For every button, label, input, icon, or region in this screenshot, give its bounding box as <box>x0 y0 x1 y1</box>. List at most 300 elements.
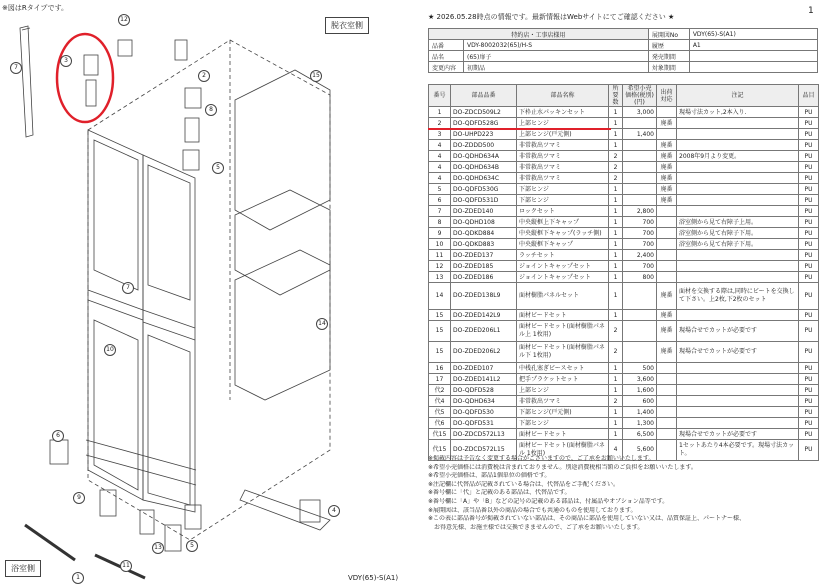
callout-12: 12 <box>118 14 130 26</box>
table-cell: 5 <box>429 184 451 195</box>
table-cell: 3,600 <box>623 374 657 385</box>
col-header: 部品品番 <box>451 85 517 107</box>
table-cell: DO-QDHD634C <box>451 173 517 184</box>
table-cell <box>623 162 657 173</box>
table-row <box>429 385 819 396</box>
product-info-table <box>428 28 818 73</box>
table-row <box>429 374 819 385</box>
table-cell <box>677 129 799 140</box>
footnotes <box>428 455 818 532</box>
table-cell: PU <box>799 151 819 162</box>
table-cell: 非常救出ツマミ <box>517 151 609 162</box>
table-cell: 非常救出ツマミ <box>517 162 609 173</box>
info-key: 変更内容 <box>429 62 464 73</box>
table-cell: 2008年9月より変更。 <box>677 151 799 162</box>
info-key: 品名 <box>429 51 464 62</box>
table-cell: 1 <box>609 107 623 118</box>
table-cell <box>623 140 657 151</box>
table-cell: 14 <box>429 283 451 310</box>
table-cell <box>677 173 799 184</box>
table-cell: 3 <box>429 129 451 140</box>
table-cell <box>677 250 799 261</box>
table-cell: DO-QDKD883 <box>451 239 517 250</box>
table-cell: 廃番 <box>657 184 677 195</box>
table-cell: 1 <box>609 429 623 440</box>
table-cell: 把手プラケットセット <box>517 374 609 385</box>
info-value <box>689 62 817 73</box>
table-cell: 非常救出ツマミ <box>517 140 609 151</box>
table-cell: 15 <box>429 310 451 321</box>
table-cell: 1 <box>609 184 623 195</box>
table-row <box>429 310 819 321</box>
table-cell: DO-QDFD528G <box>451 118 517 129</box>
table-cell: 1 <box>609 250 623 261</box>
outer-room-label: 脱衣室側 <box>325 17 369 34</box>
table-cell: 1 <box>609 129 623 140</box>
table-cell: 1 <box>609 118 623 129</box>
info-notice: ★ 2026.05.28時点の情報です。最新情報はWebサイトにてご確認ください ★ <box>428 13 675 21</box>
table-cell: 1 <box>609 239 623 250</box>
info-key: 発売期間 <box>648 51 689 62</box>
table-cell <box>677 396 799 407</box>
table-cell: 1 <box>609 283 623 310</box>
table-cell: 代6 <box>429 418 451 429</box>
table-cell: ラッチセット <box>517 250 609 261</box>
table-cell: 2 <box>609 162 623 173</box>
table-cell <box>677 184 799 195</box>
table-cell: ロックセット <box>517 206 609 217</box>
table-cell: 面材ビードセット <box>517 429 609 440</box>
table-cell: 下部ヒンジ <box>517 195 609 206</box>
table-cell: 7 <box>429 206 451 217</box>
table-cell: 2 <box>609 173 623 184</box>
table-cell <box>677 374 799 385</box>
table-cell: 廃番 <box>657 342 677 363</box>
table-cell: 800 <box>623 272 657 283</box>
table-cell: 1 <box>609 374 623 385</box>
table-cell: 代2 <box>429 385 451 396</box>
table-cell: 8 <box>429 217 451 228</box>
table-cell: PU <box>799 321 819 342</box>
table-cell <box>677 363 799 374</box>
footnote-line: ※番号欄に「A」や「B」などの記号の記載のある部品は、付属品やオプション品等です。 <box>428 497 669 505</box>
table-cell: 浴室側から見て右障子下用。 <box>677 228 799 239</box>
col-header: 部品名称 <box>517 85 609 107</box>
table-cell: 廃番 <box>657 151 677 162</box>
callout-10: 10 <box>104 344 116 356</box>
table-cell: DO-QDFD530G <box>451 184 517 195</box>
table-row <box>429 407 819 418</box>
table-cell <box>677 140 799 151</box>
table-cell: 代15 <box>429 429 451 440</box>
table-cell: 2 <box>609 396 623 407</box>
table-cell: DO-ZDED142L9 <box>451 310 517 321</box>
table-row <box>429 363 819 374</box>
table-cell: DO-ZDCD572L15 <box>451 440 517 461</box>
table-cell: 1 <box>609 385 623 396</box>
table-cell <box>657 217 677 228</box>
table-cell: 2 <box>609 342 623 363</box>
table-cell <box>623 283 657 310</box>
table-cell <box>623 310 657 321</box>
footnote-line: ※掲載内容は予告なく変更する場合がございますので、ご了承をお願いいたします。 <box>428 455 655 462</box>
callout-7: 7 <box>10 62 22 74</box>
table-cell: 1 <box>429 107 451 118</box>
footnote-line: ※この表に部品番号が掲載されていない部品は、その商品に部品を使用していない又は、品質保証上、パートナー様、 <box>428 515 746 523</box>
table-cell: 中桟孔塞ぎビースセット <box>517 363 609 374</box>
table-cell: 非常救出ツマミ <box>517 396 609 407</box>
info-value: VDY-8002032(65)/H-S <box>464 40 649 51</box>
highlight-ellipse <box>57 34 113 122</box>
table-row <box>429 118 819 129</box>
table-row <box>429 206 819 217</box>
table-cell: PU <box>799 206 819 217</box>
table-cell <box>623 184 657 195</box>
table-cell: 13 <box>429 272 451 283</box>
table-cell: 6,500 <box>623 429 657 440</box>
table-cell: 9 <box>429 228 451 239</box>
table-cell: PU <box>799 385 819 396</box>
table-cell: 下部ヒンジ <box>517 184 609 195</box>
table-cell <box>657 396 677 407</box>
table-cell: 廃番 <box>657 283 677 310</box>
table-cell <box>657 374 677 385</box>
table-cell <box>677 162 799 173</box>
table-cell: DO-QDFD528 <box>451 385 517 396</box>
table-cell: PU <box>799 440 819 461</box>
table-cell: 1 <box>609 363 623 374</box>
table-cell: DO-QDHD634 <box>451 396 517 407</box>
table-cell: PU <box>799 140 819 151</box>
table-cell <box>677 418 799 429</box>
col-header: 所要数 <box>609 85 623 107</box>
callout-14: 14 <box>316 318 328 330</box>
table-row <box>429 228 819 239</box>
table-row <box>429 162 819 173</box>
table-cell: 下部ヒンジ(戸元側) <box>517 407 609 418</box>
col-header: 品目 <box>799 85 819 107</box>
table-cell: DO-ZDED107 <box>451 363 517 374</box>
table-cell <box>677 407 799 418</box>
table-cell: PU <box>799 396 819 407</box>
table-row <box>429 321 819 342</box>
info-key: 履歴 <box>648 40 689 51</box>
col-header: 注記 <box>677 85 799 107</box>
table-cell: PU <box>799 407 819 418</box>
table-cell: 700 <box>623 217 657 228</box>
table-cell: 1 <box>609 217 623 228</box>
table-cell <box>657 418 677 429</box>
table-cell <box>657 107 677 118</box>
footnote-line: ※希望小売価格は、部品1個単位の価格です。 <box>428 472 551 480</box>
table-cell: 非常救出ツマミ <box>517 173 609 184</box>
table-cell: 700 <box>623 239 657 250</box>
exploded-diagram <box>0 0 400 587</box>
table-cell: DO-ZDED206L2 <box>451 342 517 363</box>
info-key: 展開図No <box>648 29 689 40</box>
info-title: 特約店・工事店様用 <box>429 29 649 40</box>
diagram-footer-code: VDY(65)-S(A1) <box>348 574 399 582</box>
table-cell: ジョイントキャップセット <box>517 261 609 272</box>
footnote-line: ※希望小売価格には消費税は含まれておりません。別途消費税相当額のご負担をお願いいたします。 <box>428 463 697 471</box>
table-cell: 10 <box>429 239 451 250</box>
table-cell <box>677 261 799 272</box>
table-cell: 2,400 <box>623 250 657 261</box>
table-cell: DO-ZDCD572L13 <box>451 429 517 440</box>
table-cell: PU <box>799 173 819 184</box>
table-cell <box>657 385 677 396</box>
table-cell: 1 <box>609 418 623 429</box>
table-cell <box>623 118 657 129</box>
table-cell: 600 <box>623 396 657 407</box>
table-cell: PU <box>799 374 819 385</box>
table-row <box>429 140 819 151</box>
table-cell: 廃番 <box>657 321 677 342</box>
table-cell: 下部ヒンジ <box>517 418 609 429</box>
table-cell <box>623 321 657 342</box>
table-cell: DO-UHPD223 <box>451 129 517 140</box>
table-cell: PU <box>799 310 819 321</box>
callout-9: 9 <box>73 492 85 504</box>
info-value: VDY(65)-S(A1) <box>689 29 817 40</box>
table-cell <box>657 363 677 374</box>
table-cell: DO-ZDCD509L2 <box>451 107 517 118</box>
footnote-line: ※番号欄に「代」と記載のある部品は、代替品です。 <box>428 489 571 497</box>
table-cell: DO-QDFD530 <box>451 407 517 418</box>
highlight-underline <box>428 128 611 130</box>
table-cell <box>657 129 677 140</box>
table-cell: 500 <box>623 363 657 374</box>
table-cell: 1 <box>609 261 623 272</box>
callout-3: 3 <box>60 55 72 67</box>
table-cell <box>657 261 677 272</box>
table-cell: 1,300 <box>623 418 657 429</box>
table-cell: 面材ビードセット <box>517 310 609 321</box>
table-cell: PU <box>799 272 819 283</box>
bath-room-label: 浴室側 <box>5 560 41 577</box>
table-cell: 1 <box>609 228 623 239</box>
table-cell: 11 <box>429 250 451 261</box>
table-cell <box>657 228 677 239</box>
table-cell: 浴室側から見て右障子下用。 <box>677 239 799 250</box>
table-cell: PU <box>799 429 819 440</box>
table-cell <box>623 151 657 162</box>
table-cell: 1 <box>609 272 623 283</box>
table-cell <box>677 206 799 217</box>
door-drawing <box>0 0 400 587</box>
table-cell <box>677 272 799 283</box>
table-cell: 1 <box>609 407 623 418</box>
table-cell: 4 <box>429 140 451 151</box>
table-row <box>429 239 819 250</box>
info-value <box>689 51 817 62</box>
info-key: 対象期間 <box>648 62 689 73</box>
table-cell: PU <box>799 118 819 129</box>
table-cell: 1 <box>609 140 623 151</box>
table-cell: 1 <box>609 206 623 217</box>
table-cell: 1セットあたり4本必要です。現場寸法カット。 <box>677 440 799 461</box>
table-cell: 2 <box>609 321 623 342</box>
col-header: 出荷対応 <box>657 85 677 107</box>
table-cell: 4 <box>609 440 623 461</box>
table-cell <box>677 195 799 206</box>
table-cell: 中央縦框上下キャップ <box>517 217 609 228</box>
callout-15: 15 <box>310 70 322 82</box>
table-row <box>429 173 819 184</box>
table-cell: DO-ZDED140 <box>451 206 517 217</box>
table-cell: PU <box>799 129 819 140</box>
table-cell: 面材を交換する際は,同時にビートを交換して下さい。上2枚,下2枚のセット <box>677 283 799 310</box>
table-cell: PU <box>799 239 819 250</box>
table-cell: PU <box>799 283 819 310</box>
table-cell <box>657 250 677 261</box>
table-cell: DO-ZDED206L1 <box>451 321 517 342</box>
table-row <box>429 272 819 283</box>
table-cell: 700 <box>623 228 657 239</box>
table-cell <box>657 206 677 217</box>
parts-header-row <box>429 85 819 107</box>
table-row <box>429 195 819 206</box>
callout-13: 13 <box>152 542 164 554</box>
table-cell: DO-QDHD634B <box>451 162 517 173</box>
table-cell: PU <box>799 261 819 272</box>
table-cell: DO-QDHD108 <box>451 217 517 228</box>
table-cell: 現場合せでカットが必要です <box>677 342 799 363</box>
table-cell <box>657 429 677 440</box>
table-cell: 代5 <box>429 407 451 418</box>
table-cell: 4 <box>429 173 451 184</box>
table-cell: 2 <box>609 151 623 162</box>
table-cell: 1,600 <box>623 385 657 396</box>
table-cell: 廃番 <box>657 118 677 129</box>
table-cell: PU <box>799 342 819 363</box>
table-cell <box>657 407 677 418</box>
table-cell: DO-ZDDD500 <box>451 140 517 151</box>
info-value: 初期品 <box>464 62 649 73</box>
table-cell: 16 <box>429 363 451 374</box>
callout-2: 2 <box>198 70 210 82</box>
table-cell <box>677 310 799 321</box>
table-cell: 17 <box>429 374 451 385</box>
table-row <box>429 184 819 195</box>
table-cell: ジョイントキャップセット <box>517 272 609 283</box>
table-cell: 廃番 <box>657 162 677 173</box>
table-cell: DO-ZDED137 <box>451 250 517 261</box>
table-cell: 1,400 <box>623 407 657 418</box>
callout-11: 11 <box>120 560 132 572</box>
table-cell: DO-ZDED185 <box>451 261 517 272</box>
table-cell: 700 <box>623 261 657 272</box>
table-cell: PU <box>799 418 819 429</box>
table-row <box>429 107 819 118</box>
table-cell: DO-QDFD531 <box>451 418 517 429</box>
info-key: 品番 <box>429 40 464 51</box>
info-value: A1 <box>689 40 817 51</box>
table-cell: DO-QDHD634A <box>451 151 517 162</box>
col-header: 番号 <box>429 85 451 107</box>
table-row <box>429 418 819 429</box>
table-cell: 代4 <box>429 396 451 407</box>
callout-7b: 7 <box>122 282 134 294</box>
table-cell: 廃番 <box>657 173 677 184</box>
callout-4: 4 <box>328 505 340 517</box>
table-cell: 上部ヒンジ(戸元側) <box>517 129 609 140</box>
table-cell: 中央縦框下キャップ(ラッチ側) <box>517 228 609 239</box>
callout-5: 5 <box>212 162 224 174</box>
table-cell: 中央縦框下キャップ <box>517 239 609 250</box>
callout-6: 6 <box>52 430 64 442</box>
table-row <box>429 342 819 363</box>
table-cell: 1,400 <box>623 129 657 140</box>
table-cell: 4 <box>429 162 451 173</box>
table-row <box>429 217 819 228</box>
table-cell: 代15 <box>429 440 451 461</box>
table-cell: 面材ビードセット(面材樹脂パネル下 1枚用) <box>517 342 609 363</box>
table-cell: 廃番 <box>657 310 677 321</box>
table-cell: DO-ZDED186 <box>451 272 517 283</box>
table-cell: 廃番 <box>657 140 677 151</box>
table-cell: DO-ZDED141L2 <box>451 374 517 385</box>
table-cell: 現場合せでカットが必要です <box>677 321 799 342</box>
table-cell: 5,600 <box>623 440 657 461</box>
callout-1: 1 <box>72 572 84 584</box>
callout-8: 8 <box>205 104 217 116</box>
table-cell: PU <box>799 217 819 228</box>
table-cell: 2 <box>429 118 451 129</box>
table-cell: 上部ヒンジ <box>517 385 609 396</box>
table-cell <box>623 342 657 363</box>
table-row <box>429 261 819 272</box>
table-cell: 現場寸法カット,2本入り. <box>677 107 799 118</box>
table-cell: PU <box>799 250 819 261</box>
table-cell: PU <box>799 162 819 173</box>
table-cell: 6 <box>429 195 451 206</box>
table-cell: 浴室側から見て右障子上用。 <box>677 217 799 228</box>
table-cell: 上部ヒンジ <box>517 118 609 129</box>
table-cell: 面材ビードセット(面材樹脂パネル上 1枚用) <box>517 321 609 342</box>
table-cell: 15 <box>429 342 451 363</box>
table-row <box>429 429 819 440</box>
table-cell: 2,800 <box>623 206 657 217</box>
parts-table <box>428 84 819 461</box>
table-cell: DO-ZDED138L9 <box>451 283 517 310</box>
info-value: (65)扉子 <box>464 51 649 62</box>
table-cell: 1 <box>609 195 623 206</box>
table-cell <box>623 195 657 206</box>
table-cell <box>623 173 657 184</box>
table-row <box>429 250 819 261</box>
col-header: 希望小売価格(税別)(円) <box>623 85 657 107</box>
footnote-line: ※展開図は、該当品番以外の商品の場合でも共通のものを使用しております。 <box>428 506 637 514</box>
table-cell <box>657 272 677 283</box>
table-cell: 12 <box>429 261 451 272</box>
page-number: 1 <box>808 6 814 16</box>
table-cell: DO-QDFD531D <box>451 195 517 206</box>
table-cell <box>677 118 799 129</box>
table-cell: 3,000 <box>623 107 657 118</box>
table-cell: 廃番 <box>657 195 677 206</box>
table-cell: 下枠止水パッキンセット <box>517 107 609 118</box>
table-cell: 4 <box>429 151 451 162</box>
table-cell: PU <box>799 107 819 118</box>
callout-5b: 5 <box>186 540 198 552</box>
table-row <box>429 151 819 162</box>
footnote-line: お得意先様、お施主様では交換できませんので、ご了承をお願いいたします。 <box>434 523 644 531</box>
table-cell: PU <box>799 228 819 239</box>
table-row <box>429 396 819 407</box>
table-cell: 1 <box>609 310 623 321</box>
r-type-note: ※図はRタイプです。 <box>2 4 69 12</box>
